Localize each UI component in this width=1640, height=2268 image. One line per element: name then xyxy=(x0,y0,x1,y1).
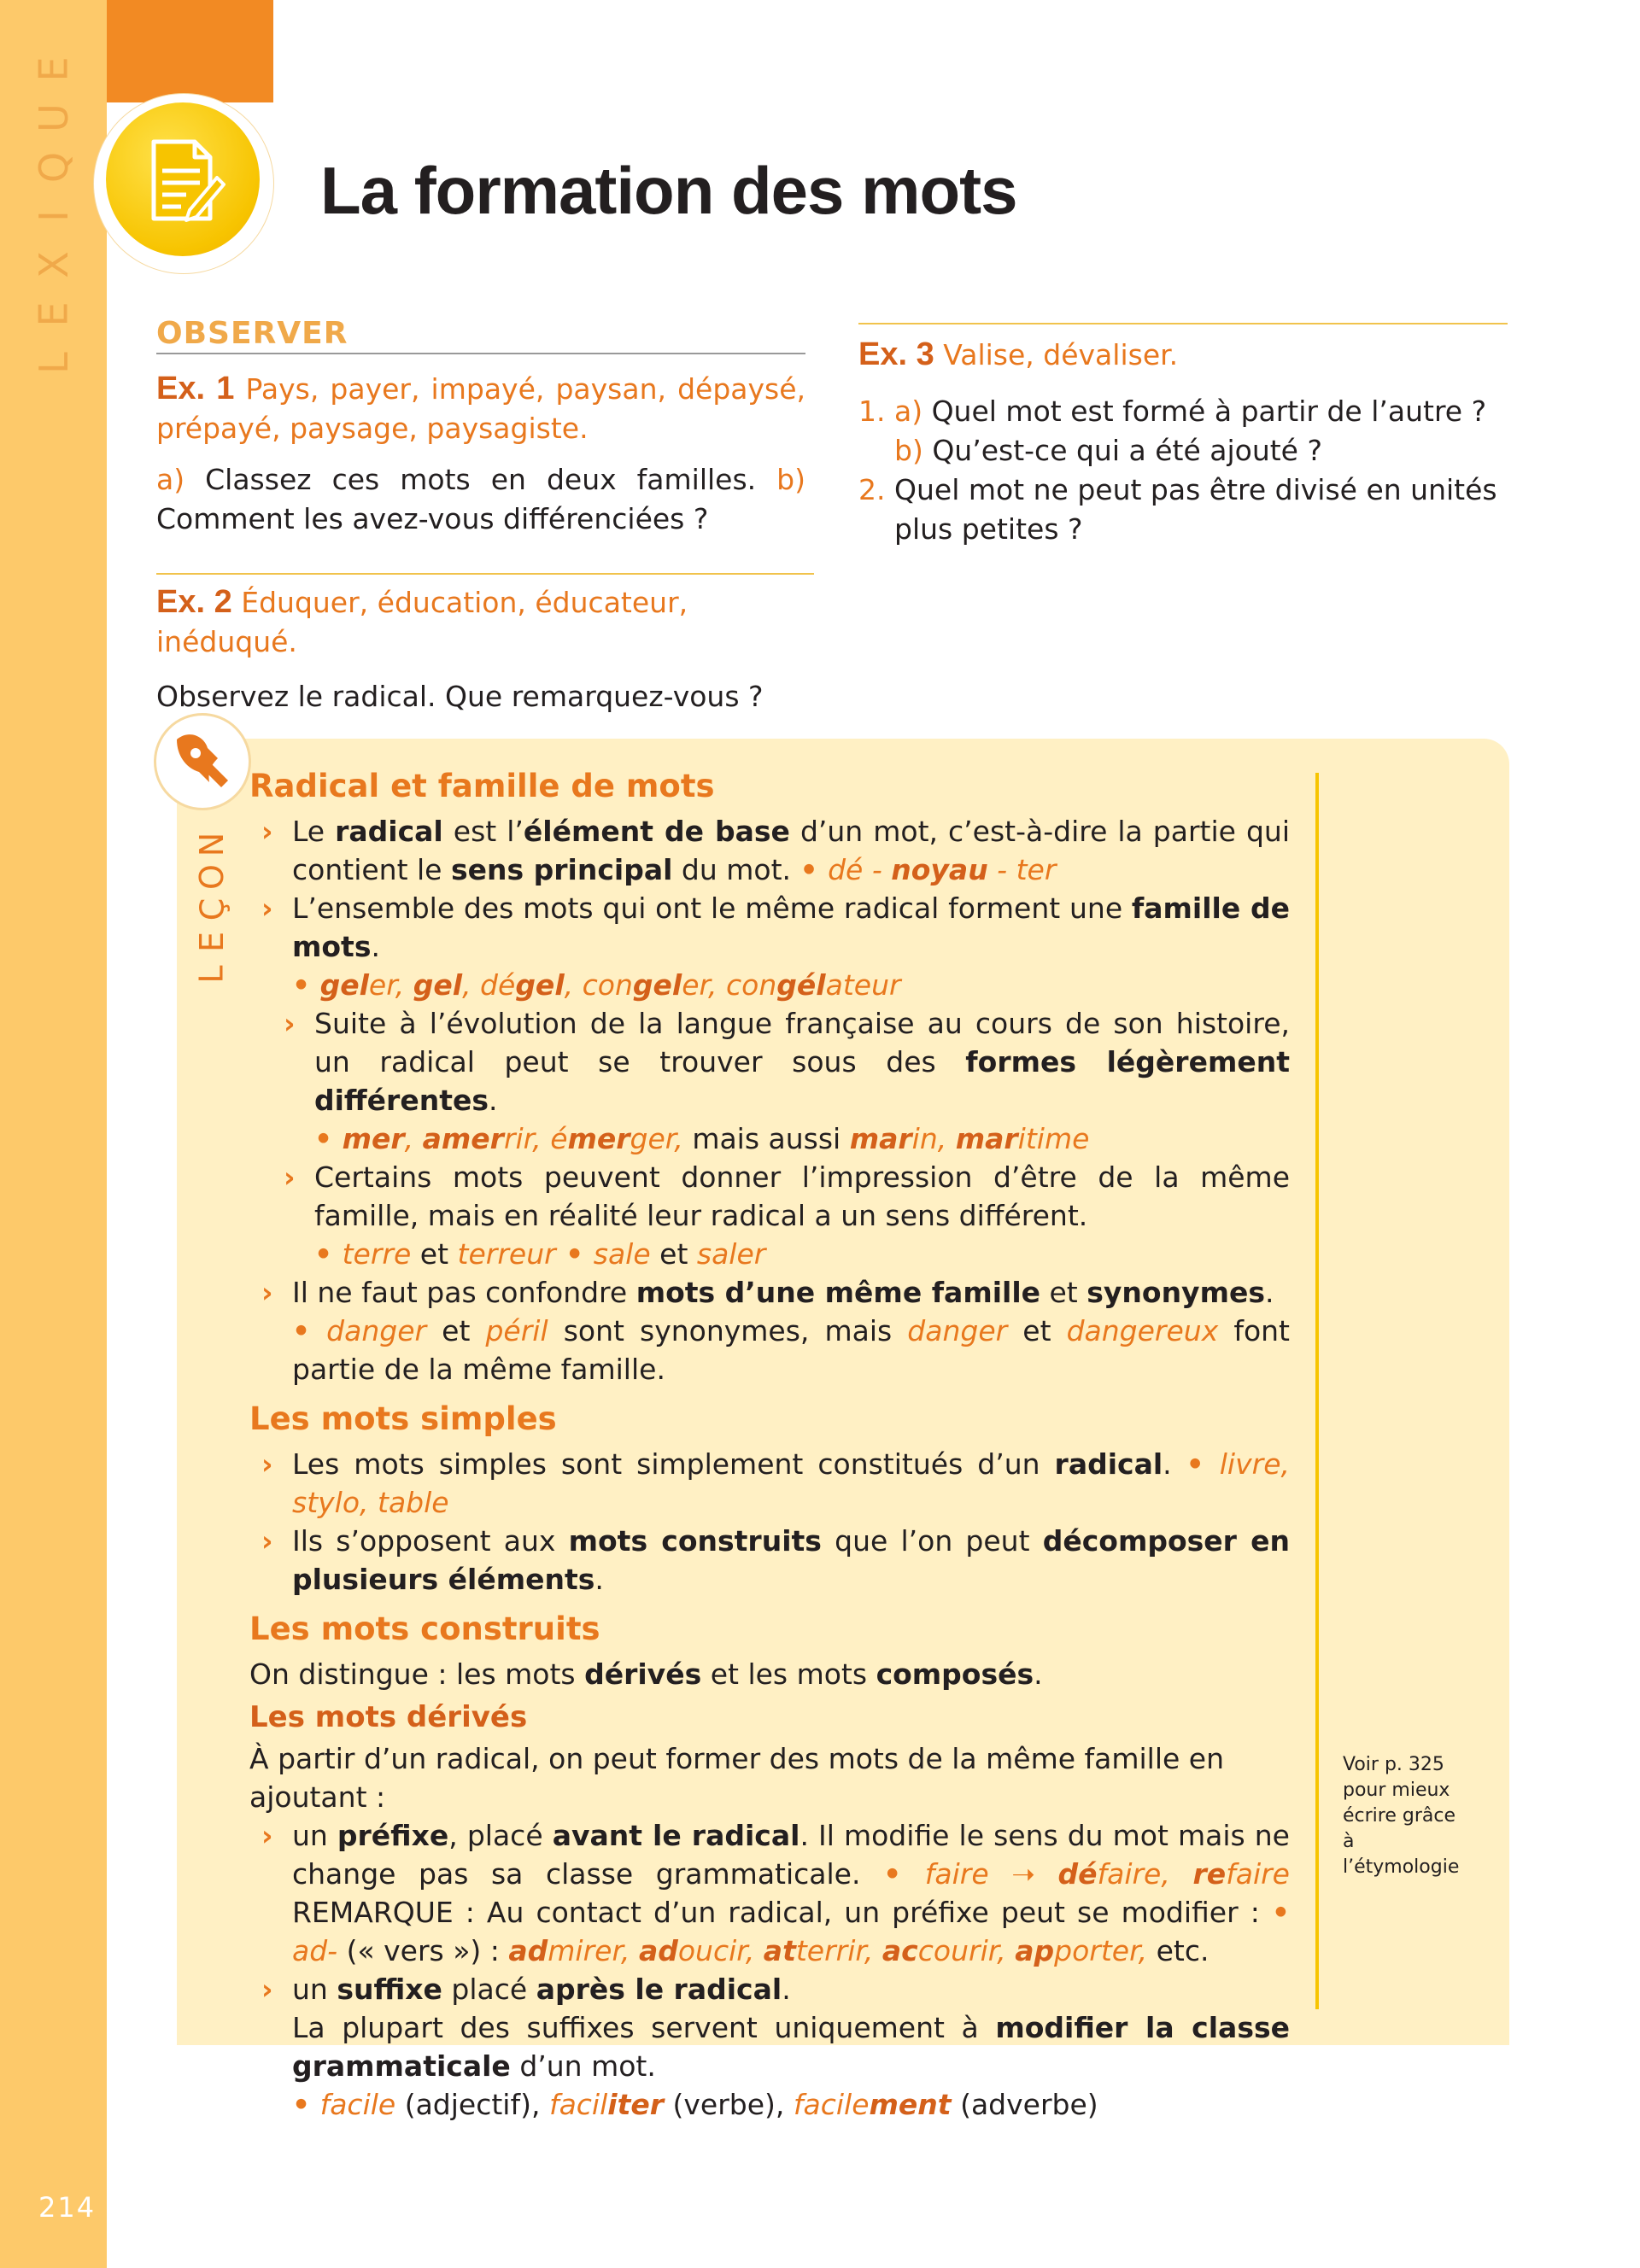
lecon-paragraph: › L’ensemble des mots qui ont le même radical forment une famille de mots. • geler, gel, dégel, congeler, congélateur xyxy=(249,889,1290,1004)
header-orange-block xyxy=(107,0,273,102)
chevron-right-icon: › xyxy=(261,1524,273,1558)
margin-note: Voir p. 325 pour mieux écrire grâce à l’étymologie xyxy=(1343,1754,1460,1878)
lecon-paragraph: › Les mots simples sont simplement constitués d’un radical. • livre, stylo, table xyxy=(249,1445,1290,1522)
chevron-right-icon: › xyxy=(261,1973,273,2006)
page-title: La formation des mots xyxy=(320,153,1017,228)
chevron-right-icon: › xyxy=(261,815,273,848)
lecon-badge xyxy=(154,713,251,810)
section-title: Les mots simples xyxy=(249,1400,557,1437)
chevron-right-icon: › xyxy=(261,1819,273,1852)
divider-rule xyxy=(858,323,1508,324)
observer-heading: OBSERVER xyxy=(156,316,805,354)
divider-rule xyxy=(156,573,814,575)
margin-divider xyxy=(1315,773,1319,2009)
lecon-paragraph: › Suite à l’évolution de la langue française au cours de son histoire, un radical peut se trouver sous des formes légèrement différentes. • mer, amerrir, émerger, mais aussi marin, maritime xyxy=(249,1004,1290,1158)
lecon-label: N O Ç E L xyxy=(192,832,231,984)
exercise-2: Ex. 2 Éduquer, éducation, éducateur, inéduqué. Observez le radical. Que remarquez-vous ? xyxy=(156,584,764,713)
chevron-right-icon: › xyxy=(284,1160,296,1194)
lexique-label: E U Q I X E L xyxy=(30,56,77,374)
lecon-paragraph: › un préfixe, placé avant le radical. Il modifie le sens du mot mais ne change pas sa classe grammaticale. • faire ➝ défaire, refaire REMARQUE : Au contact d’un radical, un préfixe peut se modifier : • ad- (« vers ») : admirer, adoucir, atterrir, accourir, apporter, etc. xyxy=(249,1816,1290,1970)
lecon-paragraph: › Il ne faut pas confondre mots d’une même famille et synonymes. • danger et péril sont synonymes, mais danger et dangereux font partie de la même famille. xyxy=(249,1273,1290,1388)
lecon-content xyxy=(249,766,1290,2124)
exercise-1: Ex. 1 Pays, payer, impayé, paysan, dépaysé, prépayé, paysage, paysagiste. a) Classez ces mots en deux familles. b) Comment les avez-vous différenciées ? xyxy=(156,371,805,535)
section-title: Radical et famille de mots xyxy=(249,768,715,804)
lecon-paragraph: › Certains mots peuvent donner l’impression d’être de la même famille, mais en réalité leur radical a un sens différent. • terre et terreur • sale et saler xyxy=(249,1158,1290,1273)
exercise-3: Ex. 3 Valise, dévaliser. 1. a) Quel mot est formé à partir de l’autre ? b) Qu’est-ce qui a été ajouté ? 2. Quel mot ne peut pas être divisé en unités plus petites ? xyxy=(858,336,1497,546)
pen-nib-icon xyxy=(165,722,240,798)
chevron-right-icon: › xyxy=(261,1276,273,1309)
section-title: Les mots construits xyxy=(249,1610,600,1647)
chevron-right-icon: › xyxy=(284,1007,296,1040)
page-number: 214 xyxy=(38,2191,97,2224)
document-pencil-icon xyxy=(149,138,226,224)
lecon-paragraph: On distingue : les mots dérivés et les mots composés. xyxy=(249,1657,1043,1691)
subsection-title: Les mots dérivés xyxy=(249,1700,528,1734)
lecon-paragraph: › Ils s’opposent aux mots construits que l’on peut décomposer en plusieurs éléments. xyxy=(249,1522,1290,1599)
lecon-paragraph: À partir d’un radical, on peut former des mots de la même famille en ajoutant : xyxy=(249,1742,1225,1814)
lecon-paragraph: › Le radical est l’élément de base d’un mot, c’est-à-dire la partie qui contient le sens principal du mot. • dé - noyau - ter xyxy=(249,812,1290,889)
chapter-icon-badge xyxy=(94,94,273,273)
lecon-paragraph: › un suffixe placé après le radical. La plupart des suffixes servent uniquement à modifier la classe grammaticale d’un mot. • facile (adjectif), faciliter (verbe), facilement (adverbe) xyxy=(249,1970,1290,2124)
chevron-right-icon: › xyxy=(261,891,273,925)
chevron-right-icon: › xyxy=(261,1447,273,1481)
